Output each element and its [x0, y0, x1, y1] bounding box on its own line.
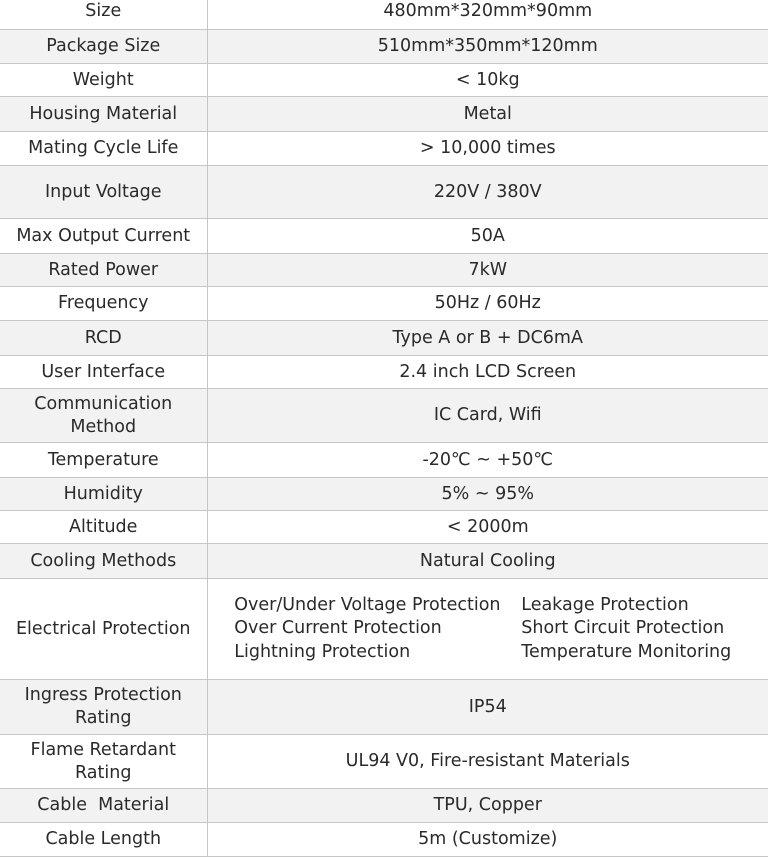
spec-value: > 10,000 times [207, 132, 768, 166]
protection-item: Leakage Protection [521, 594, 689, 615]
spec-value: TPU, Copper [207, 789, 768, 823]
spec-value: Natural Cooling [207, 544, 768, 579]
protection-item: Lightning Protection [234, 641, 411, 662]
protection-item: Temperature Monitoring [521, 641, 732, 662]
spec-value: 5m (Customize) [207, 823, 768, 857]
spec-value: 50A [207, 219, 768, 254]
spec-row-input-voltage [0, 166, 768, 219]
spec-value: Type A or B + DC6mA [207, 321, 768, 356]
spec-label: Ingress Protection Rating [0, 680, 207, 735]
spec-row-cooling-methods [0, 544, 768, 579]
spec-row-frequency [0, 287, 768, 321]
spec-row-ingress-protection-rating [0, 680, 768, 735]
spec-label: Weight [0, 64, 207, 97]
spec-value: 7kW [207, 254, 768, 287]
protection-item: Short Circuit Protection [521, 618, 725, 639]
spec-label: Mating Cycle Life [0, 132, 207, 166]
spec-label: Frequency [0, 287, 207, 321]
spec-row-electrical-protection [0, 579, 768, 680]
spec-row-communication-method [0, 389, 768, 443]
spec-row-user-interface [0, 356, 768, 389]
protection-item: Over Current Protection [234, 618, 442, 639]
spec-value: UL94 V0, Fire-resistant Materials [207, 735, 768, 789]
spec-row-housing-material [0, 97, 768, 132]
spec-row-altitude [0, 511, 768, 544]
spec-label: Humidity [0, 478, 207, 511]
spec-row-weight [0, 64, 768, 97]
spec-value: 2.4 inch LCD Screen [207, 356, 768, 389]
spec-label: Communication Method [0, 389, 207, 443]
spec-label: Temperature [0, 443, 207, 478]
spec-value: 5% ~ 95% [207, 478, 768, 511]
spec-value: 50Hz / 60Hz [207, 287, 768, 321]
spec-row-humidity [0, 478, 768, 511]
spec-label: Altitude [0, 511, 207, 544]
spec-label: Cooling Methods [0, 544, 207, 579]
spec-label: Flame Retardant Rating [0, 735, 207, 789]
spec-label: Package Size [0, 30, 207, 64]
spec-label: Max Output Current [0, 219, 207, 254]
spec-label: Rated Power [0, 254, 207, 287]
spec-row-rated-power [0, 254, 768, 287]
spec-row-size [0, 0, 768, 30]
spec-value: < 10kg [207, 64, 768, 97]
spec-label: Input Voltage [0, 166, 207, 219]
spec-value: 480mm*320mm*90mm [207, 0, 768, 30]
spec-label: Electrical Protection [0, 579, 207, 680]
spec-row-mating-cycle-life [0, 132, 768, 166]
spec-label: Size [0, 0, 207, 30]
protection-item: Over/Under Voltage Protection [234, 594, 501, 615]
spec-row-flame-retardant-rating [0, 735, 768, 789]
protection-list [207, 579, 768, 680]
spec-row-cable-length [0, 823, 768, 857]
spec-value: Metal [207, 97, 768, 132]
spec-row-max-output-current [0, 219, 768, 254]
spec-label: User Interface [0, 356, 207, 389]
spec-value: < 2000m [207, 511, 768, 544]
spec-value: IC Card, Wifi [207, 389, 768, 443]
spec-row-temperature [0, 443, 768, 478]
spec-label: RCD [0, 321, 207, 356]
spec-row-cable-material [0, 789, 768, 823]
spec-value: -20℃ ~ +50℃ [207, 443, 768, 478]
spec-value: IP54 [207, 680, 768, 735]
spec-value: 510mm*350mm*120mm [207, 30, 768, 64]
spec-label: Cable Length [0, 823, 207, 857]
spec-value: 220V / 380V [207, 166, 768, 219]
spec-label: Housing Material [0, 97, 207, 132]
spec-row-rcd [0, 321, 768, 356]
spec-label: Cable Material [0, 789, 207, 823]
spec-row-package-size [0, 30, 768, 64]
